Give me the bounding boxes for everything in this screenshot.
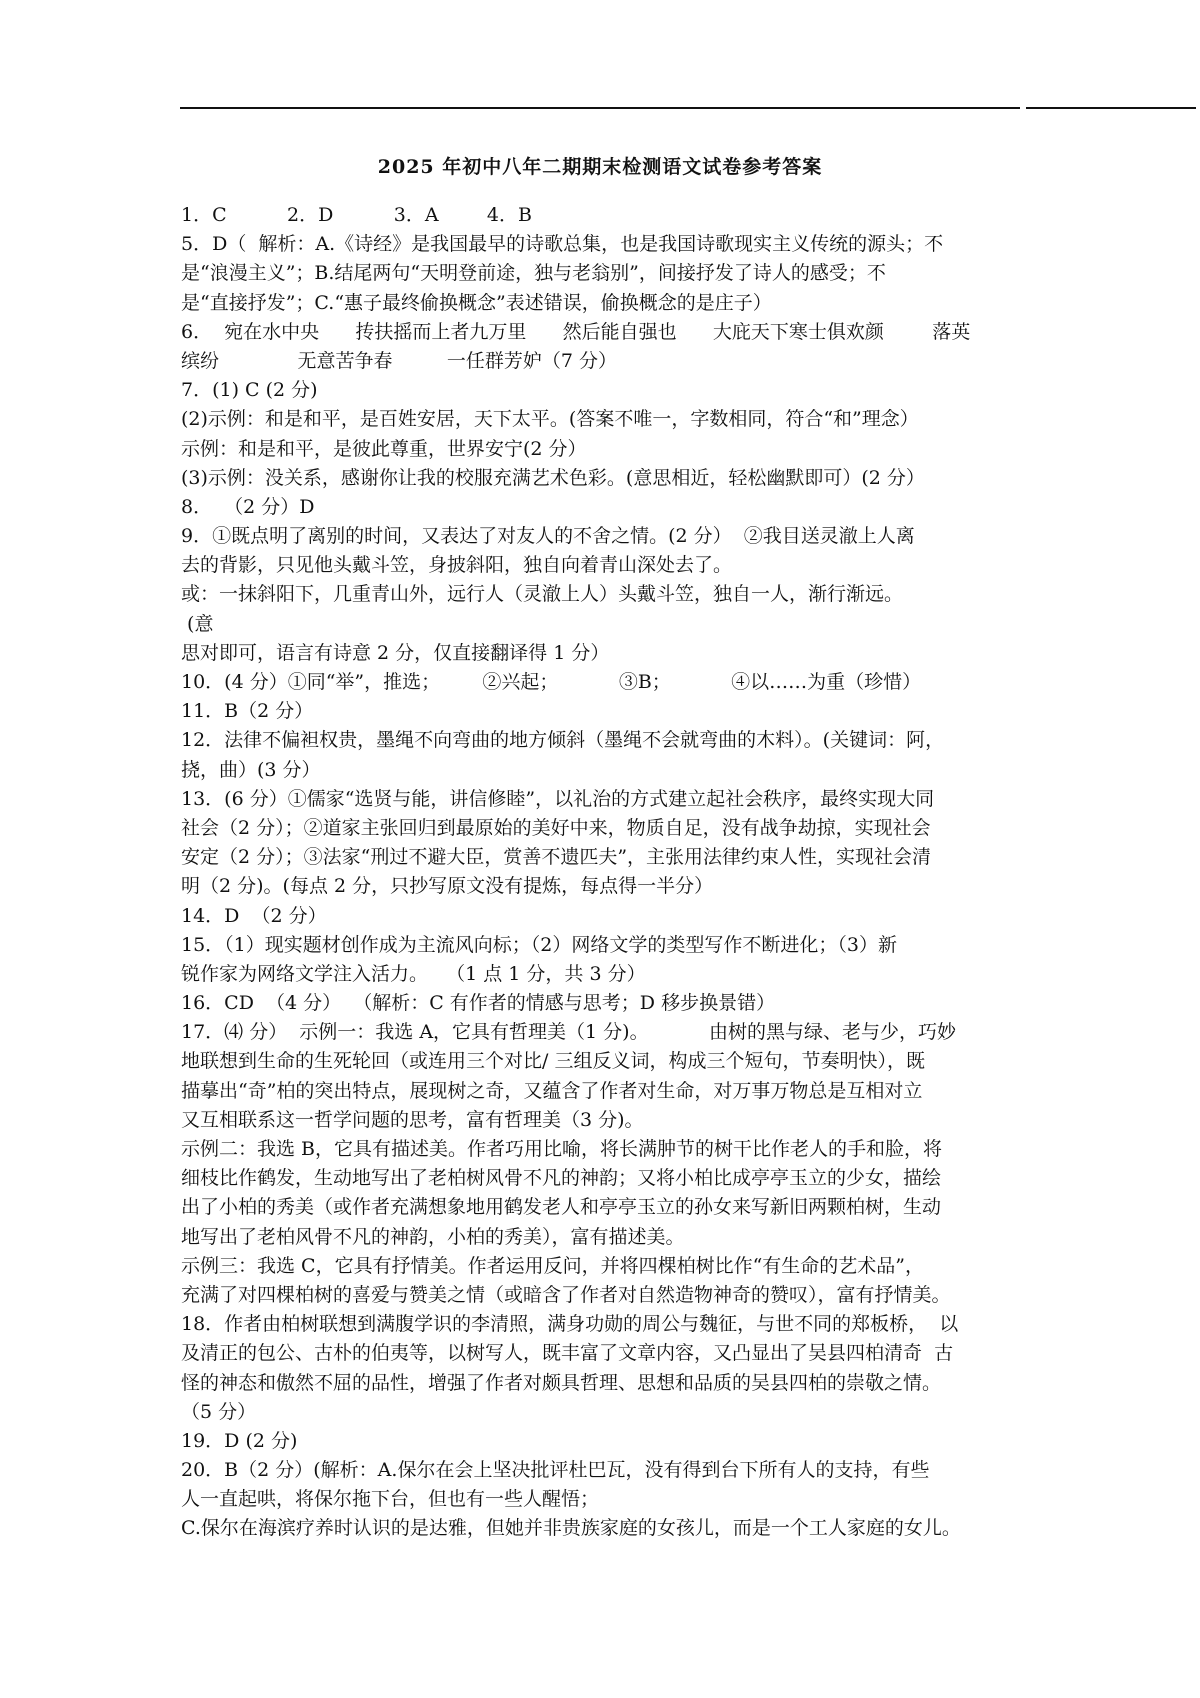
answer-line: 安定（2 分）；③法家“刑过不避大臣，赏善不遗匹夫”，主张用法律约束人性，实现社会清 [181, 846, 932, 869]
answer-line: 人一直起哄，将保尔拖下台，但也有一些人醒悟； [181, 1488, 600, 1511]
answer-line: 或：一抹斜阳下，几重青山外，远行人（灵澈上人）头戴斗笠，独自一人，渐行渐远。 [181, 583, 904, 606]
answer-line: 缤纷 无意苦争春 一任群芳妒（7 分） [181, 349, 617, 372]
answer-line: 去的背影，只见他头戴斗笠，身披斜阳，独自向着青山深处去了。 [181, 554, 733, 577]
answer-line: 15．（1）现实题材创作成为主流风向标；（2）网络文学的类型写作不断进化；（3）新 [181, 933, 897, 956]
answer-line: 思对即可，语言有诗意 2 分，仅直接翻译得 1 分） [181, 641, 610, 664]
answer-line: 11．B（2 分） [181, 700, 314, 723]
answer-line: 20．B（2 分）(解析：A.保尔在会上坚决批评杜巴瓦，没有得到台下所有人的支持，有些 [181, 1459, 930, 1482]
answer-line: 示例三：我选 C，它具有抒情美。作者运用反问，并将四棵柏树比作“有生命的艺术品”， [181, 1254, 925, 1277]
answer-line: 社会（2 分）；②道家主张回归到最原始的美好中来，物质自足，没有战争劫掠，实现社会 [181, 816, 931, 839]
answer-line: 又互相联系这一哲学问题的思考，富有哲理美（3 分)。 [181, 1108, 644, 1131]
answer-line: (意 [181, 612, 214, 635]
answer-line: 9．①既点明了离别的时间，又表达了对友人的不舍之情。(2 分） ②我目送灵澈上人离 [181, 525, 915, 548]
answer-line: 及清正的包公、古朴的伯夷等，以树写人，既丰富了文章内容，又凸显出了吴县四柏清奇 古 [181, 1342, 954, 1365]
answer-line: 怪的神态和傲然不屈的品性，增强了作者对颇具哲理、思想和品质的吴县四柏的崇敬之情。 [181, 1371, 942, 1394]
answer-line: 5．D（ 解析：A.《诗经》是我国最早的诗歌总集，也是我国诗歌现实主义传统的源头；不 [181, 233, 944, 256]
answer-line: 是“浪漫主义”；B.结尾两句“天明登前途，独与老翁别”，间接抒发了诗人的感受；不 [181, 262, 886, 285]
answer-body [181, 201, 1041, 1544]
answer-line: 挠，曲）(3 分） [181, 758, 321, 781]
answer-line: 16．CD （4 分） （解析：C 有作者的情感与思考；D 移步换景错） [181, 992, 776, 1015]
answer-line: 是“直接抒发”；C.“惠子最终偷换概念”表述错误，偷换概念的是庄子） [181, 291, 772, 314]
answer-line: C.保尔在海滨疗养时认识的是达雅，但她并非贵族家庭的女孩儿，而是一个工人家庭的女儿。 [181, 1517, 961, 1540]
answer-line: 出了小柏的秀美（或作者充满想象地用鹤发老人和亭亭玉立的孙女来写新旧两颗柏树，生动 [181, 1196, 942, 1219]
answer-line: 描摹出“奇”柏的突出特点，展现树之奇，又蕴含了作者对生命，对万事万物总是互相对立 [181, 1079, 923, 1102]
answer-line: (2)示例：和是和平，是百姓安居，天下太平。(答案不唯一，字数相同，符合“和”理念） [181, 408, 919, 431]
answer-line: 18．作者由柏树联想到满腹学识的李清照，满身功勋的周公与魏征，与世不同的郑板桥， 以 [181, 1313, 959, 1336]
answer-line: 细枝比作鹤发，生动地写出了老柏树风骨不凡的神韵；又将小柏比成亭亭玉立的少女，描绘 [181, 1167, 942, 1190]
answer-line: 充满了对四棵柏树的喜爱与赞美之情（或暗含了作者对自然造物神奇的赞叹），富有抒情美。 [181, 1283, 951, 1306]
answer-line: 地写出了老柏风骨不凡的神韵，小柏的秀美），富有描述美。 [181, 1225, 685, 1248]
answer-line: 14．D （2 分） [181, 904, 327, 927]
answer-line: 锐作家为网络文学注入活力。 （1 点 1 分，共 3 分） [181, 962, 646, 985]
answer-line: (3)示例：没关系，感谢你让我的校服充满艺术色彩。(意思相近，轻松幽默即可）(2 分） [181, 466, 925, 489]
answer-line: 10．(4 分）①同“举”，推选； ②兴起； ③B； ④以……为重（珍惜） [181, 671, 922, 693]
header-rule [180, 107, 1020, 109]
answer-line: 12．法律不偏袒权贵，墨绳不向弯曲的地方倾斜（墨绳不会就弯曲的木料）。(关键词：阿， [181, 729, 945, 752]
answer-line: 13．(6 分）①儒家“选贤与能，讲信修睦”，以礼治的方式建立起社会秩序，最终实现大同 [181, 787, 935, 810]
answer-line: 示例：和是和平，是彼此尊重，世界安宁(2 分） [181, 437, 587, 460]
document-title: 2025 年初中八年二期期末检测语文试卷参考答案 [377, 156, 823, 178]
answer-line: 示例二：我选 B，它具有描述美。作者巧用比喻，将长满肿节的树干比作老人的手和脸，将 [181, 1138, 943, 1160]
answer-line: （5 分） [181, 1400, 257, 1423]
answer-line: 地联想到生命的生死轮回（或连用三个对比/ 三组反义词，构成三个短句，节奏明快），既 [181, 1050, 925, 1073]
header-rule-right [1026, 107, 1196, 109]
answer-line: 19．D (2 分) [181, 1429, 298, 1452]
answer-line: 8． （2 分）D [181, 495, 315, 518]
answer-line: 1．C 2．D 3．A 4．B [181, 204, 532, 226]
answer-line: 17．⑷ 分） 示例一：我选 A，它具有哲理美（1 分)。 由树的黑与绿、老与少，巧妙 [181, 1021, 956, 1044]
answer-line: 7．(1) C (2 分) [181, 379, 318, 402]
answer-line: 6． 宛在水中央 抟扶摇而上者九万里 然后能自强也 大庇天下寒士俱欢颜 落英 [181, 320, 971, 343]
answer-line: 明（2 分)。(每点 2 分，只抄写原文没有提炼，每点得一半分） [181, 875, 714, 898]
